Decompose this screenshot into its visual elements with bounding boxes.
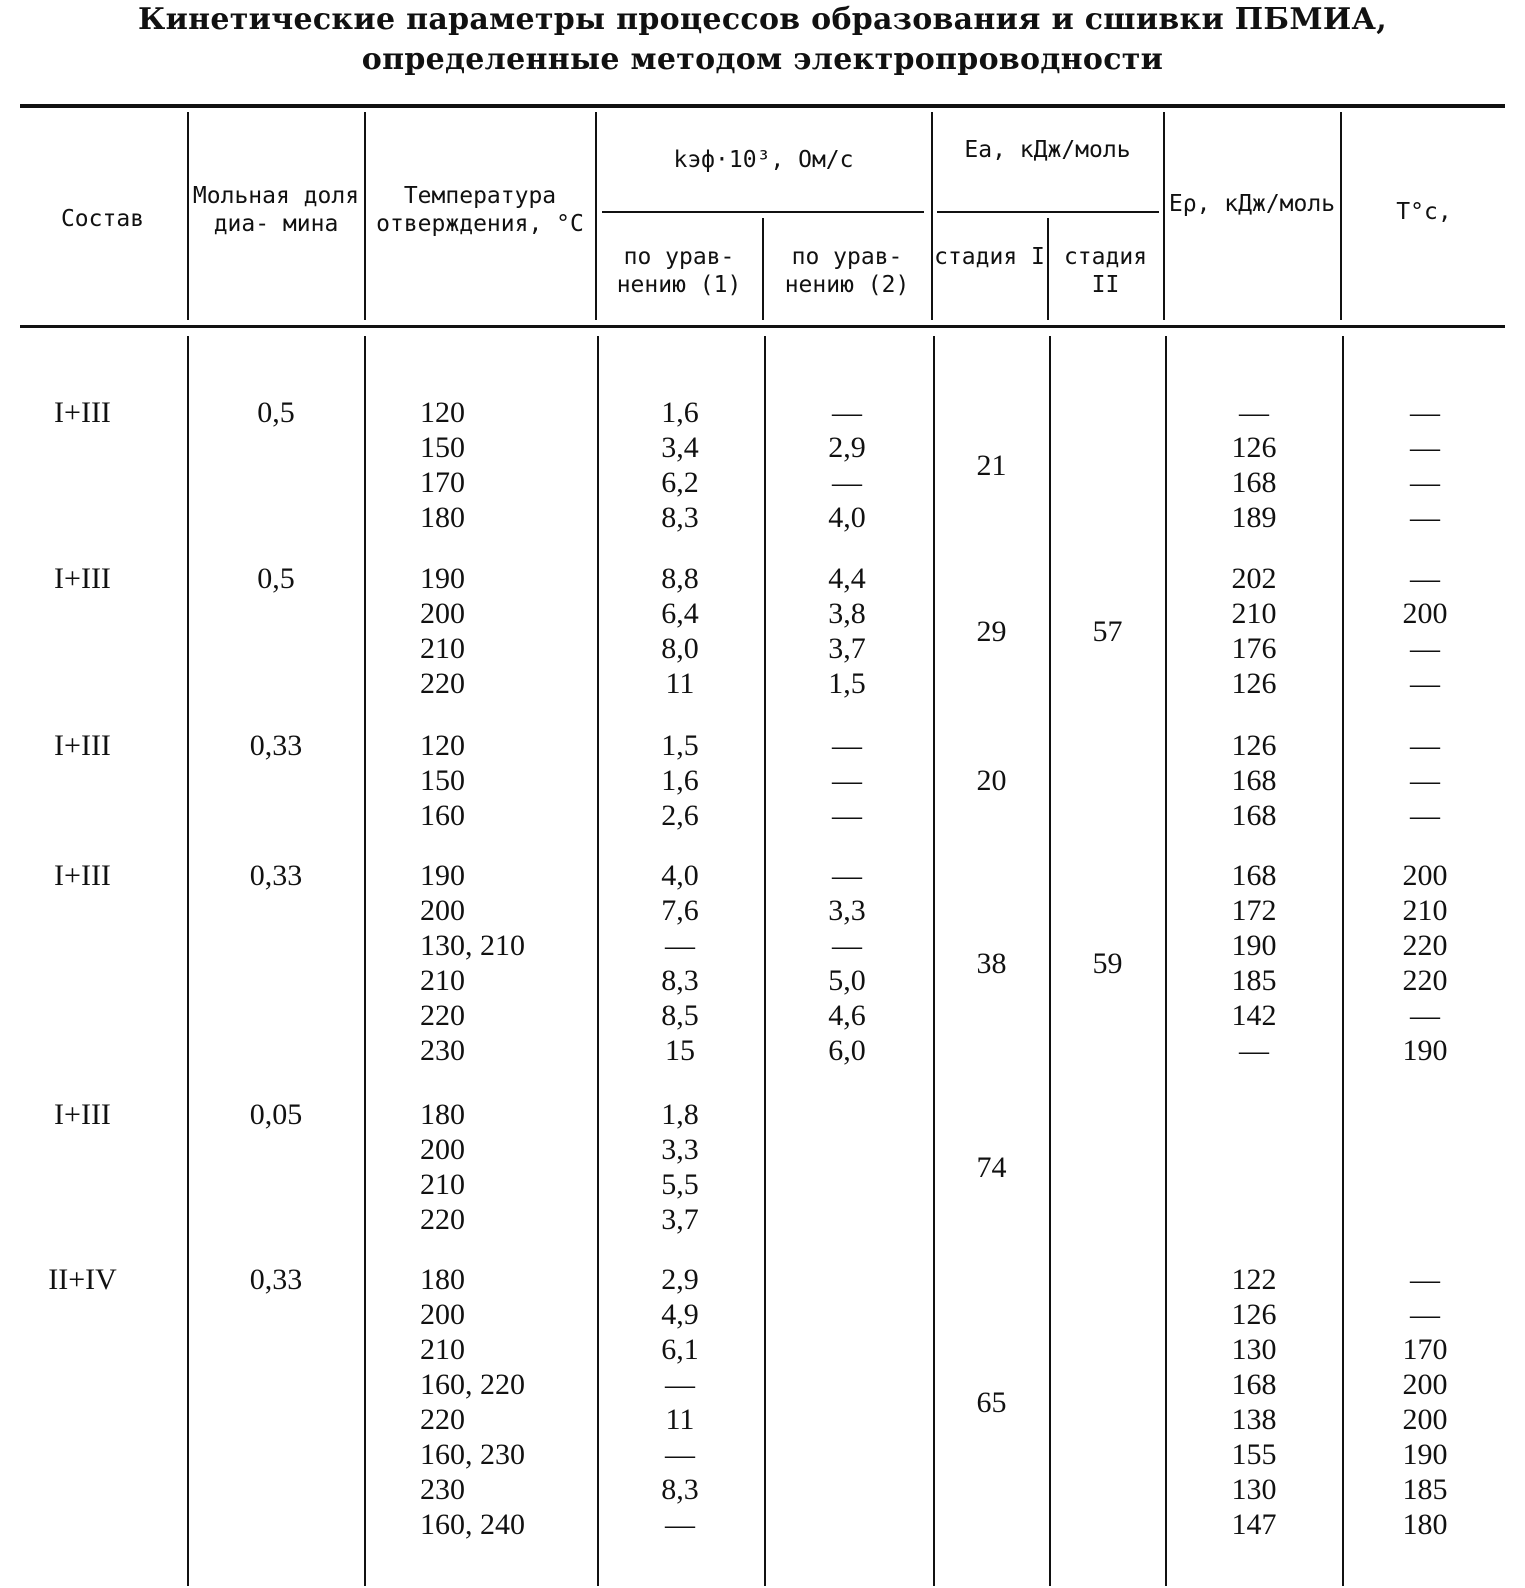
body-divider	[187, 336, 189, 1586]
ep-cell: 126	[1231, 1298, 1277, 1331]
tc-cell: 200	[1402, 597, 1448, 630]
k-eq2-cell: 4,4	[828, 562, 866, 595]
top-rule	[20, 104, 1505, 108]
k-eq2-cell: 5,0	[828, 964, 866, 997]
temperature-cell: 220	[420, 1203, 465, 1236]
k-eq2-cell: —	[832, 799, 862, 832]
header-ea-stage1: стадия I	[934, 244, 1045, 270]
ep-cell: 130	[1231, 1473, 1277, 1506]
temperature-cell: 210	[420, 1333, 465, 1366]
ep-cell: 202	[1231, 562, 1277, 595]
ea-stage1-cell: 20	[976, 764, 1007, 797]
header-molar-fraction: Мольная доля диа- мина	[192, 183, 360, 237]
tc-cell: —	[1410, 764, 1440, 797]
temperature-cell: 160, 220	[420, 1368, 525, 1401]
temperature-cell: 160, 240	[420, 1508, 525, 1541]
body-divider	[1342, 336, 1344, 1586]
k-eq2-cell: 6,0	[828, 1034, 866, 1067]
temperature-cell: 190	[420, 562, 465, 595]
tc-cell: 200	[1402, 1403, 1448, 1436]
composition-cell: I+III	[54, 1098, 111, 1131]
tc-cell: 200	[1402, 859, 1448, 892]
k-eq1-cell: 3,7	[661, 1203, 699, 1236]
temperature-cell: 150	[420, 431, 465, 464]
tc-cell: 200	[1402, 1368, 1448, 1401]
k-eq2-cell: —	[832, 466, 862, 499]
tc-cell: 210	[1402, 894, 1448, 927]
k-eq2-cell: —	[832, 764, 862, 797]
ea-stage1-cell: 21	[976, 448, 1007, 482]
tc-cell: 190	[1402, 1438, 1448, 1471]
header-divider	[1047, 218, 1049, 320]
ep-cell: 142	[1231, 999, 1277, 1032]
molar-fraction-cell: 0,33	[249, 729, 303, 762]
tc-cell: —	[1410, 1298, 1440, 1331]
temperature-cell: 170	[420, 466, 465, 499]
composition-cell: II+IV	[48, 1263, 117, 1296]
header-ea-stage2: стадия II	[1063, 244, 1148, 298]
header-divider	[187, 112, 189, 320]
ep-cell: 168	[1231, 1368, 1277, 1401]
k-eq1-cell: 8,3	[661, 1473, 699, 1506]
header-bottom-rule	[20, 325, 1505, 328]
temperature-cell: 210	[420, 632, 465, 665]
k-eq1-cell: 1,5	[661, 729, 699, 762]
temperature-cell: 230	[420, 1473, 465, 1506]
tc-cell: —	[1410, 431, 1440, 464]
k-eq1-cell: 6,2	[661, 466, 699, 499]
ep-cell: —	[1239, 396, 1269, 429]
k-eq2-cell: —	[832, 859, 862, 892]
body-divider	[364, 336, 366, 1586]
k-eq2-cell: 4,6	[828, 999, 866, 1032]
header-divider	[931, 112, 933, 320]
k-eq1-cell: —	[665, 1368, 695, 1401]
ep-cell: 168	[1231, 764, 1277, 797]
temperature-cell: 200	[420, 1133, 465, 1166]
k-eq1-cell: 15	[665, 1034, 695, 1067]
header-ep: Eρ, кДж/моль	[1168, 191, 1336, 217]
body-divider	[764, 336, 766, 1586]
molar-fraction-cell: 0,5	[257, 562, 295, 595]
tc-cell: 185	[1402, 1473, 1448, 1506]
temperature-cell: 200	[420, 597, 465, 630]
tc-cell: 170	[1402, 1333, 1448, 1366]
header-k-eff: kэф·10³, Ом/с	[673, 147, 854, 173]
header-sostav: Состав	[60, 206, 145, 232]
table-title-line-2: определенные методом электропроводности	[361, 42, 1164, 77]
ea-subrule	[937, 211, 1159, 213]
k-eq1-cell: 3,3	[661, 1133, 699, 1166]
tc-cell: —	[1410, 799, 1440, 832]
molar-fraction-cell: 0,33	[249, 859, 303, 892]
ep-cell: 190	[1231, 929, 1277, 962]
k-eff-subrule	[602, 211, 924, 213]
k-eq1-cell: 8,8	[661, 562, 699, 595]
temperature-cell: 200	[420, 1298, 465, 1331]
ep-cell: 172	[1231, 894, 1277, 927]
tc-cell: —	[1410, 501, 1440, 534]
k-eq1-cell: 4,9	[661, 1298, 699, 1331]
k-eq1-cell: 3,4	[661, 431, 699, 464]
header-divider	[762, 218, 764, 320]
temperature-cell: 120	[420, 729, 465, 762]
tc-cell: —	[1410, 632, 1440, 665]
k-eq1-cell: 11	[665, 1403, 695, 1436]
ep-cell: 168	[1231, 799, 1277, 832]
k-eq1-cell: —	[665, 929, 695, 962]
ep-cell: 176	[1231, 632, 1277, 665]
tc-cell: —	[1410, 729, 1440, 762]
header-temperature: Температура отверждения, °С	[376, 183, 584, 237]
k-eq2-cell: 4,0	[828, 501, 866, 534]
ea-stage1-cell: 65	[976, 1385, 1007, 1419]
k-eq2-cell: —	[832, 729, 862, 762]
k-eq1-cell: 5,5	[661, 1168, 699, 1201]
k-eq2-cell: —	[832, 396, 862, 429]
k-eq1-cell: 8,0	[661, 632, 699, 665]
tc-cell: 220	[1402, 964, 1448, 997]
k-eq1-cell: 4,0	[661, 859, 699, 892]
k-eq1-cell: 11	[665, 667, 695, 700]
k-eq1-cell: 8,5	[661, 999, 699, 1032]
ep-cell: 210	[1231, 597, 1277, 630]
molar-fraction-cell: 0,5	[257, 396, 295, 429]
k-eq1-cell: —	[665, 1508, 695, 1541]
temperature-cell: 210	[420, 1168, 465, 1201]
header-ea: Eа, кДж/моль	[964, 137, 1131, 163]
header-k-eq1: по урав- нению (1)	[616, 244, 742, 298]
ea-stage1-cell: 74	[976, 1150, 1007, 1184]
temperature-cell: 220	[420, 999, 465, 1032]
ep-cell: 168	[1231, 859, 1277, 892]
temperature-cell: 180	[420, 501, 465, 534]
k-eq2-cell: 1,5	[828, 667, 866, 700]
ep-cell: 126	[1231, 667, 1277, 700]
header-divider	[1340, 112, 1342, 320]
ep-cell: 138	[1231, 1403, 1277, 1436]
k-eq1-cell: 8,3	[661, 964, 699, 997]
tc-cell: 180	[1402, 1508, 1448, 1541]
tc-cell: —	[1410, 396, 1440, 429]
temperature-cell: 180	[420, 1098, 465, 1131]
ea-stage1-cell: 38	[976, 946, 1007, 980]
body-divider	[1049, 336, 1051, 1586]
k-eq1-cell: 6,1	[661, 1333, 699, 1366]
temperature-cell: 220	[420, 1403, 465, 1436]
composition-cell: I+III	[54, 562, 111, 595]
ep-cell: 126	[1231, 729, 1277, 762]
k-eq2-cell: 3,3	[828, 894, 866, 927]
ep-cell: 130	[1231, 1333, 1277, 1366]
k-eq2-cell: 3,8	[828, 597, 866, 630]
k-eq2-cell: —	[832, 929, 862, 962]
temperature-cell: 160	[420, 799, 465, 832]
k-eq1-cell: 8,3	[661, 501, 699, 534]
molar-fraction-cell: 0,33	[249, 1263, 303, 1296]
k-eq1-cell: 2,6	[661, 799, 699, 832]
tc-cell: —	[1410, 1263, 1440, 1296]
temperature-cell: 160, 230	[420, 1438, 525, 1471]
k-eq1-cell: 2,9	[661, 1263, 699, 1296]
k-eq1-cell: 6,4	[661, 597, 699, 630]
header-divider	[595, 112, 597, 320]
ea-stage2-cell: 57	[1092, 614, 1123, 648]
tc-cell: —	[1410, 667, 1440, 700]
ep-cell: 189	[1231, 501, 1277, 534]
table-title-line-1: Кинетические параметры процессов образования и сшивки ПБМИА,	[138, 2, 1387, 37]
tc-cell: 220	[1402, 929, 1448, 962]
temperature-cell: 150	[420, 764, 465, 797]
body-divider	[1165, 336, 1167, 1586]
composition-cell: I+III	[54, 729, 111, 762]
ep-cell: 147	[1231, 1508, 1277, 1541]
tc-cell: 190	[1402, 1034, 1448, 1067]
temperature-cell: 210	[420, 964, 465, 997]
header-divider	[364, 112, 366, 320]
temperature-cell: 230	[420, 1034, 465, 1067]
tc-cell: —	[1410, 466, 1440, 499]
ep-cell: 155	[1231, 1438, 1277, 1471]
temperature-cell: 180	[420, 1263, 465, 1296]
temperature-cell: 130, 210	[420, 929, 525, 962]
ep-cell: 185	[1231, 964, 1277, 997]
molar-fraction-cell: 0,05	[249, 1098, 303, 1131]
temperature-cell: 220	[420, 667, 465, 700]
ep-cell: 122	[1231, 1263, 1277, 1296]
tc-cell: —	[1410, 562, 1440, 595]
tc-cell: —	[1410, 999, 1440, 1032]
composition-cell: I+III	[54, 396, 111, 429]
ea-stage2-cell: 59	[1092, 946, 1123, 980]
ea-stage1-cell: 29	[976, 614, 1007, 648]
k-eq1-cell: —	[665, 1438, 695, 1471]
header-tc: T°c,	[1396, 199, 1452, 225]
ep-cell: 126	[1231, 431, 1277, 464]
k-eq1-cell: 7,6	[661, 894, 699, 927]
k-eq1-cell: 1,6	[661, 764, 699, 797]
header-k-eq2: по урав- нению (2)	[784, 244, 910, 298]
body-divider	[933, 336, 935, 1586]
k-eq2-cell: 3,7	[828, 632, 866, 665]
temperature-cell: 120	[420, 396, 465, 429]
composition-cell: I+III	[54, 859, 111, 892]
body-divider	[597, 336, 599, 1586]
ep-cell: —	[1239, 1034, 1269, 1067]
k-eq2-cell: 2,9	[828, 431, 866, 464]
ep-cell: 168	[1231, 466, 1277, 499]
k-eq1-cell: 1,6	[661, 396, 699, 429]
temperature-cell: 200	[420, 894, 465, 927]
temperature-cell: 190	[420, 859, 465, 892]
header-divider	[1163, 112, 1165, 320]
k-eq1-cell: 1,8	[661, 1098, 699, 1131]
